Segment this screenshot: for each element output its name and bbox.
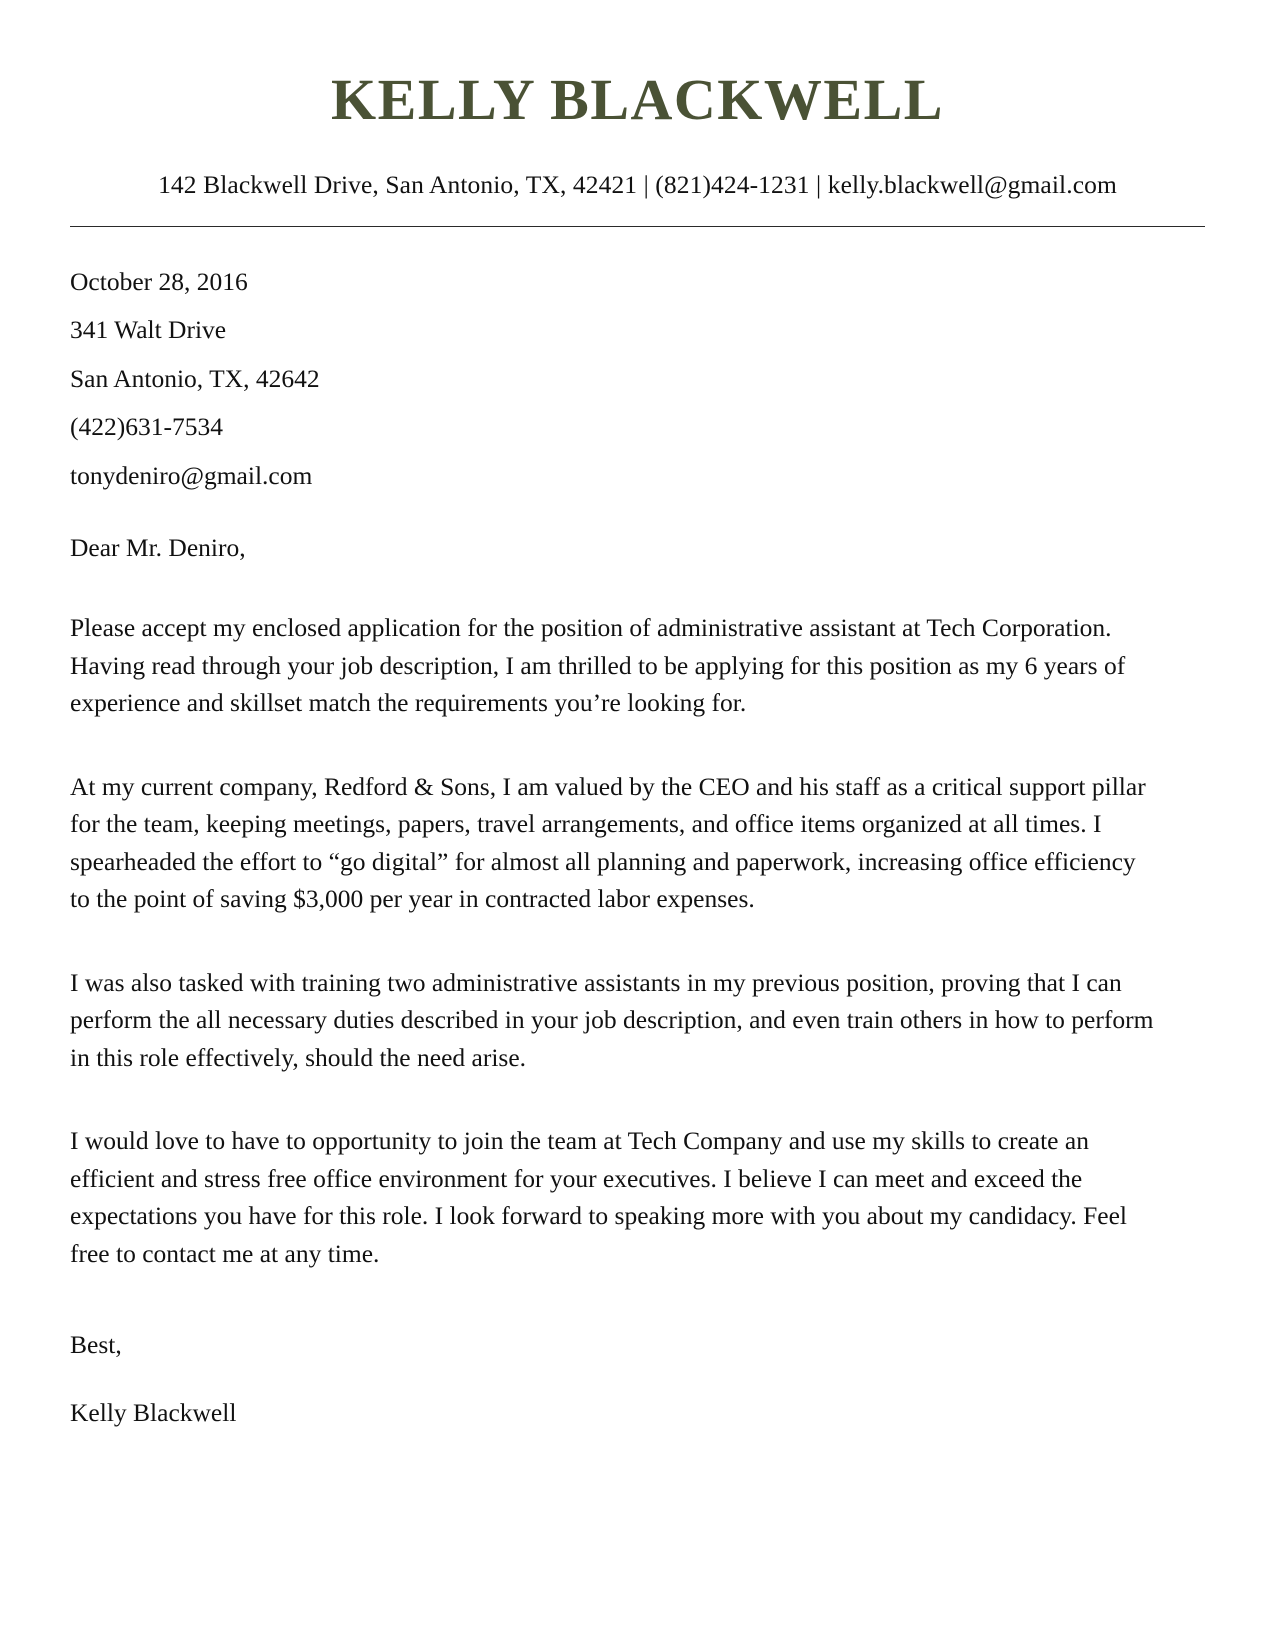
sign-off: Best,: [70, 1330, 122, 1360]
recipient-address-block: [70, 227, 1157, 489]
body-paragraph-1: Please accept my enclosed application for the position of administrative assistant at Tech Corporation. Having read through your job description, I am thrilled to be applying for this position as my 6 years of experience and skillset match the requirements you’re looking for.: [70, 613, 1126, 718]
recipient-street: 341 Walt Drive: [70, 315, 227, 345]
body-paragraph-2: At my current company, Redford & Sons, I am valued by the CEO and his staff as a critical support pillar for the team, keeping meetings, papers, travel arrangements, and office items organized at all times. I spearheaded the effort to “go digital” for almost all planning and paperwork, increasing office efficiency to the point of saving $3,000 per year in contracted labor expenses.: [70, 771, 1146, 914]
letter-date: October 28, 2016: [70, 266, 248, 296]
recipient-email: tonydeniro@gmail.com: [70, 460, 313, 490]
letter-body: [0, 227, 1275, 1425]
letterhead: [0, 0, 1275, 227]
body-paragraph-4: I would love to have to opportunity to join the team at Tech Company and use my skills to create an efficient and stress free office environment for your executives. I believe I can meet and exceed the expectations you have for this role. I look forward to speaking more with you about my candidacy. Feel free to contact me at any time.: [70, 1126, 1128, 1268]
contact-info-line: 142 Blackwell Drive, San Antonio, TX, 42421 | (821)424-1231 | kelly.blackwell@gmail.com: [158, 169, 1117, 199]
signature-name: Kelly Blackwell: [70, 1397, 237, 1427]
salutation: Dear Mr. Deniro,: [70, 533, 246, 563]
body-paragraph-3: I was also tasked with training two administrative assistants in my previous position, proving that I can perform the all necessary duties described in your job description, and even train others in how to perform in this role effectively, should the need arise.: [70, 967, 1154, 1072]
page-title: KELLY BLACKWELL: [331, 67, 944, 132]
closing-block: [70, 1332, 1157, 1425]
recipient-phone: (422)631-7534: [70, 412, 223, 442]
recipient-city-state-zip: San Antonio, TX, 42642: [70, 363, 320, 393]
